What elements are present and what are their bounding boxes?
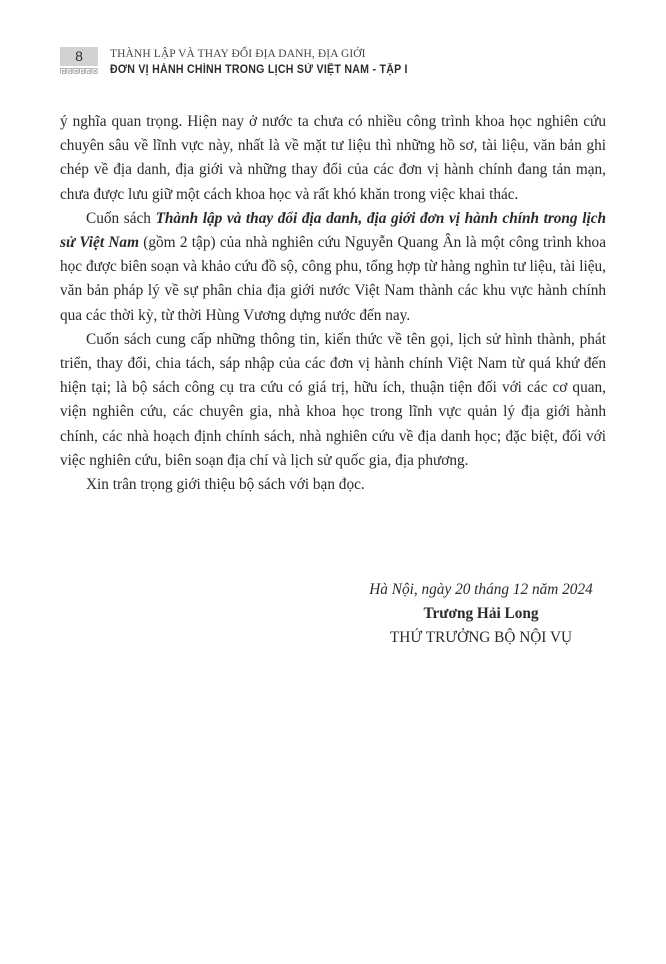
running-title-line2: ĐƠN VỊ HÀNH CHÍNH TRONG LỊCH SỬ VIỆT NAM - TẬP I xyxy=(110,64,408,76)
paragraph-3: Cuốn sách cung cấp những thông tin, kiến thức về tên gọi, lịch sử hình thành, phát triển, thay đổi, chia tách, sáp nhập của các đơn vị hành chính Việt Nam từ quá khứ đến hiện tại; là bộ sách công cụ tra cứu có giá trị, hữu ích, thuận tiện đối với các cơ quan, viện nghiên cứu, các chuyên gia, nhà khoa học trong lĩnh vực quản lý địa giới hành chính, các nhà hoạch định chính sách, nhà nghiên cứu về địa danh học; đặc biệt, đối với việc nghiên cứu, biên soạn địa chí và lịch sử quốc gia, địa phương. xyxy=(60,330,606,469)
signature-place-date: Hà Nội, ngày 20 tháng 12 năm 2024 xyxy=(369,581,593,598)
greek-key-ornament-icon xyxy=(60,68,98,74)
book-title: Thành lập và thay đổi địa danh, địa giới đơn vị hành chính trong lịch sử Việt Nam xyxy=(60,209,607,252)
paragraph-2 xyxy=(60,207,606,328)
paragraph-2-prefix: Cuốn sách xyxy=(86,209,156,227)
signature-block xyxy=(350,578,612,651)
page-number: 8 xyxy=(60,47,98,66)
signature-name: Trương Hải Long xyxy=(423,605,539,623)
paragraph-1: ý nghĩa quan trọng. Hiện nay ở nước ta chưa có nhiều công trình khoa học nghiên cứu chuyên sâu về lĩnh vực này, nhất là về mặt tư liệu thì những hồ sơ, tài liệu, văn bản ghi chép về địa danh, địa giới và những thay đổi của các đơn vị hành chính đang tản mạn, chưa được lưu giữ một cách khoa học và rất khó khăn trong việc khai thác. xyxy=(60,113,606,203)
signature-title: THỨ TRƯỞNG BỘ NỘI VỤ xyxy=(389,629,573,647)
running-title-line1: THÀNH LẬP VÀ THAY ĐỔI ĐỊA DANH, ĐỊA GIỚI xyxy=(110,48,366,60)
paragraph-4: Xin trân trọng giới thiệu bộ sách với bạn đọc. xyxy=(86,476,365,494)
running-header xyxy=(60,47,620,77)
paragraph-2-suffix: (gồm 2 tập) của nhà nghiên cứu Nguyễn Quang Ân là một công trình khoa học được biên soạn và khảo cứu đồ sộ, công phu, tổng hợp từ hàng nghìn tư liệu, tài liệu, văn bản pháp lý về sự phân chia địa giới nước Việt Nam thành các khu vực hành chính qua các thời kỳ, từ thời Hùng Vương dựng nước đến nay. xyxy=(60,234,606,324)
body-text xyxy=(60,110,606,497)
